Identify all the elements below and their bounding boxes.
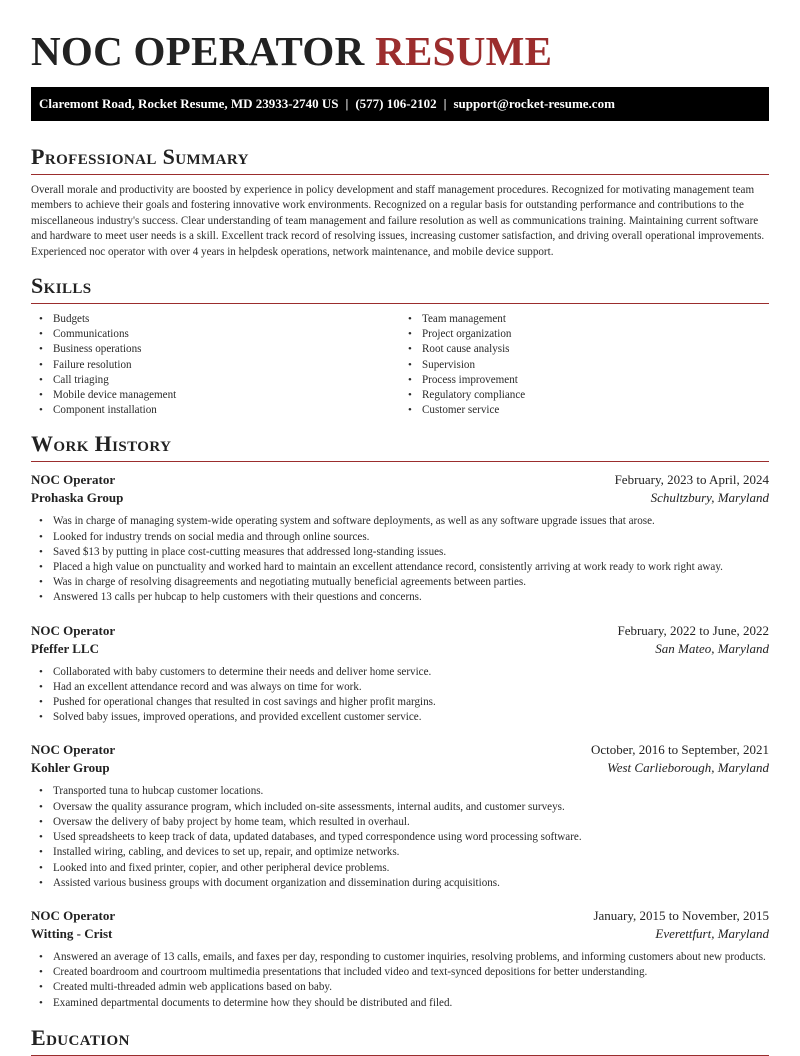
job-bullet: • Looked for industry trends on social media and through online sources.	[53, 530, 769, 545]
skills-heading: Skills	[31, 273, 769, 304]
job-bullet: • Looked into and fixed printer, copier, and other peripheral device problems.	[53, 861, 769, 876]
skill-item: • Component installation	[53, 403, 400, 418]
skill-item: • Communications	[53, 327, 400, 342]
job-entry	[31, 907, 769, 1011]
job-company: Kohler Group	[31, 760, 110, 776]
contact-email[interactable]: support@rocket-resume.com	[453, 96, 615, 111]
contact-phone: (577) 106-2102	[355, 96, 437, 111]
job-location: San Mateo, Maryland	[655, 640, 769, 656]
skills-column-left	[31, 312, 400, 418]
job-dates: October, 2016 to September, 2021	[590, 742, 769, 758]
job-bullet: • Examined departmental documents to determine how they should be distributed and filed.	[53, 996, 769, 1011]
skill-item: • Mobile device management	[53, 388, 400, 403]
job-bullet: • Pushed for operational changes that resulted in cost savings and higher profit margins.	[53, 695, 769, 710]
education-heading: Education	[31, 1025, 769, 1056]
job-company-row	[31, 759, 769, 777]
skill-item: • Call triaging	[53, 373, 400, 388]
skill-item: • Regulatory compliance	[422, 388, 769, 403]
job-bullets	[31, 514, 769, 605]
job-bullet: • Created multi-threaded admin web applications based on baby.	[53, 980, 769, 995]
skill-item: • Root cause analysis	[422, 342, 769, 357]
skill-item: • Customer service	[422, 403, 769, 418]
job-company-row	[31, 640, 769, 658]
work-history-heading: Work History	[31, 431, 769, 462]
skill-item: • Process improvement	[422, 373, 769, 388]
skill-item: • Business operations	[53, 342, 400, 357]
summary-heading: Professional Summary	[31, 144, 769, 175]
summary-text: Overall morale and productivity are boosted by experience in policy development and staff management procedures. Recognized for motivating management team members to achieve their goals and fostering innovative work environments. Recognized on a regular basis for outstanding performance and contributions to the miscellaneous industry's success. Clear understanding of team management and failure resolution as well as communications training. Maintaining current software and hardware to meet user needs is a skill. Excellent track record of resolving issues, increasing customer satisfaction, and driving overall operational improvements. Experienced noc operator with over 4 years in helpdesk operations, network maintenance, and mobile device support.	[31, 184, 765, 258]
job-header-row	[31, 907, 769, 925]
job-header-row	[31, 471, 769, 489]
skill-item: • Project organization	[422, 327, 769, 342]
job-bullet: • Placed a high value on punctuality and worked hard to maintain an excellent attendance record, consistently arriving at work ready to work right away.	[53, 560, 769, 575]
job-bullets	[31, 784, 769, 890]
job-bullet: • Answered 13 calls per hubcap to help customers with their questions and concerns.	[53, 590, 769, 605]
job-location: Everettfurt, Maryland	[655, 925, 769, 941]
skill-item: • Team management	[422, 312, 769, 327]
job-bullet: • Had an excellent attendance record and was always on time for work.	[53, 680, 769, 695]
skill-item: • Supervision	[422, 358, 769, 373]
contact-separator: |	[345, 96, 349, 111]
skill-item: • Budgets	[53, 312, 400, 327]
job-bullet: • Oversaw the quality assurance program, which included on-site assessments, internal audits, and customer surveys.	[53, 800, 769, 815]
job-bullet: • Collaborated with baby customers to determine their needs and deliver home service.	[53, 665, 769, 680]
resume-title	[31, 28, 769, 74]
job-dates: February, 2022 to June, 2022	[617, 622, 769, 638]
job-bullet: • Was in charge of managing system-wide operating system and software deployments, as well as any software upgrade issues that arose.	[53, 514, 769, 529]
job-bullet: • Oversaw the delivery of baby project by home team, which resulted in overhaul.	[53, 815, 769, 830]
job-bullet: • Used spreadsheets to keep track of data, updated databases, and typed correspondence using word processing software.	[53, 830, 769, 845]
job-bullets	[31, 665, 769, 726]
job-company: Prohaska Group	[31, 490, 124, 506]
job-entry	[31, 622, 769, 726]
job-bullet: • Answered an average of 13 calls, emails, and faxes per day, responding to customer inquiries, resolving problems, and informing customers about new products.	[53, 950, 769, 965]
contact-bar	[31, 87, 769, 121]
job-dates: January, 2015 to November, 2015	[593, 907, 769, 923]
skill-item: • Failure resolution	[53, 358, 400, 373]
job-location: West Carlieborough, Maryland	[607, 760, 769, 776]
job-company: Witting - Crist	[31, 925, 113, 941]
job-bullet: • Was in charge of resolving disagreements and negotiating mutually beneficial agreements between parties.	[53, 575, 769, 590]
job-bullet: • Installed wiring, cabling, and devices to set up, repair, and optimize networks.	[53, 845, 769, 860]
job-company: Pfeffer LLC	[31, 640, 99, 656]
job-title: NOC Operator	[31, 907, 116, 923]
title-accent: RESUME	[375, 28, 553, 74]
job-header-row	[31, 741, 769, 759]
job-bullet: • Created boardroom and courtroom multimedia presentations that included video and text-synced depositions for better understanding.	[53, 965, 769, 980]
job-entry	[31, 741, 769, 890]
job-title: NOC Operator	[31, 742, 116, 758]
title-main: NOC OPERATOR	[31, 28, 365, 74]
contact-address: Claremont Road, Rocket Resume, MD 23933-2740 US	[39, 96, 339, 111]
job-company-row	[31, 925, 769, 943]
job-title: NOC Operator	[31, 472, 116, 488]
job-bullets	[31, 950, 769, 1011]
job-header-row	[31, 622, 769, 640]
job-location: Schultzbury, Maryland	[650, 490, 769, 506]
skills-list	[31, 312, 769, 418]
job-company-row	[31, 489, 769, 507]
job-bullet: • Saved $13 by putting in place cost-cutting measures that addressed long-standing issues.	[53, 545, 769, 560]
job-entry	[31, 471, 769, 605]
job-dates: February, 2023 to April, 2024	[614, 472, 769, 488]
job-bullet: • Solved baby issues, improved operations, and provided excellent customer service.	[53, 710, 769, 725]
contact-separator: |	[443, 96, 447, 111]
job-bullet: • Assisted various business groups with document organization and dissemination during acquisitions.	[53, 876, 769, 891]
job-bullet: • Transported tuna to hubcap customer locations.	[53, 784, 769, 799]
skills-column-right	[400, 312, 769, 418]
job-title: NOC Operator	[31, 622, 116, 638]
